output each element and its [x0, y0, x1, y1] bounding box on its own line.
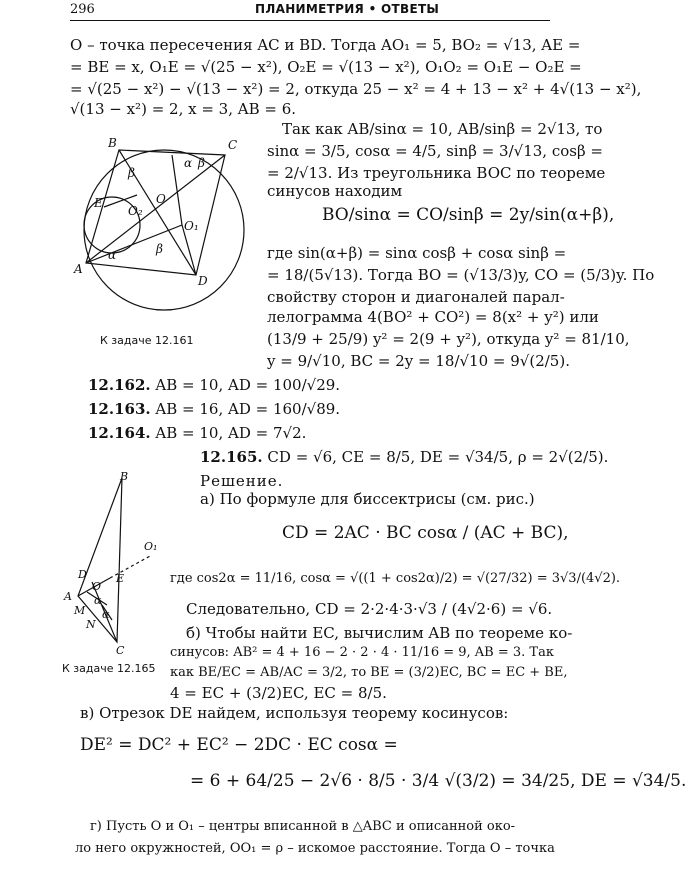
label-O1: O₁ — [144, 540, 158, 553]
answer-text: AB = 10, AD = 100/√29. — [155, 376, 341, 394]
label-beta-1: β — [128, 166, 135, 180]
text-line: = 18/(5√13). Тогда BO = (√13/3)y, CO = (5/3)y. По — [267, 266, 655, 284]
text-line: свойству сторон и диагоналей парал- — [267, 288, 565, 306]
solution-heading: Решение. — [200, 472, 284, 490]
formula: CD = 2AC · BC cosα / (AC + BC), — [282, 523, 569, 543]
answer-text: CD = √6, CE = 8/5, DE = √34/5, ρ = 2√(2/5). — [267, 448, 609, 466]
figure-caption: К задаче 12.161 — [100, 334, 194, 347]
text-line: синусов находим — [267, 182, 403, 200]
text-line: ло него окружностей, OO₁ = ρ – искомое расстояние. Тогда O – точка — [75, 841, 555, 856]
label-E: E — [94, 196, 103, 210]
text-line: O – точка пересечения AC и BD. Тогда AO₁ = 5, BO₂ = √13, AE = — [70, 36, 581, 54]
figure-caption: К задаче 12.165 — [62, 662, 156, 675]
page-number: 296 — [70, 2, 95, 17]
answer-text: AB = 10, AD = 7√2. — [155, 424, 307, 442]
text-line: = 2/√13. Из треугольника BOC по теореме — [267, 164, 606, 182]
label-O2: O₂ — [128, 204, 143, 218]
label-O: O — [92, 580, 102, 593]
label-C: C — [228, 138, 238, 152]
text-line: где sin(α+β) = sinα cosβ + cosα sinβ = — [267, 244, 567, 262]
text-line: y = 9/√10, BC = 2y = 18/√10 = 9√(2/5). — [267, 352, 570, 370]
label-alpha-2: α — [102, 608, 110, 621]
answer-12-162 — [88, 376, 340, 394]
text-line: синусов: AB² = 4 + 16 − 2 · 2 · 4 · 11/16 = 9, AB = 3. Так — [170, 645, 554, 660]
text-line: где cos2α = 11/16, cosα = √((1 + cos2α)/2) = √(27/32) = 3√3/(4√2). — [170, 571, 621, 586]
label-alpha-2: α — [108, 248, 117, 262]
answer-12-164 — [88, 424, 306, 442]
text-line: лелограмма 4(BO² + CO²) = 8(x² + y²) или — [267, 308, 599, 326]
label-B: B — [120, 470, 129, 483]
label-O: O — [156, 192, 166, 206]
label-beta-2: β — [198, 156, 205, 170]
text-line: (13/9 + 25/9) y² = 2(9 + y²), откуда y² = 81/10, — [267, 330, 630, 348]
answer-number: 12.163. — [88, 400, 151, 418]
header-rule — [70, 20, 550, 21]
label-A: A — [64, 590, 72, 603]
text-line: = √(25 − x²) − √(13 − x²) = 2, откуда 25 − x² = 4 + 13 − x² + 4√(13 − x²), — [70, 80, 642, 98]
text-line: √(13 − x²) = 2, x = 3, AB = 6. — [70, 100, 297, 118]
answer-number: 12.162. — [88, 376, 151, 394]
triangle-ABC — [78, 478, 125, 642]
formula: = 6 + 64/25 − 2√6 · 8/5 · 3/4 √(3/2) = 34/25, DE = √34/5. — [190, 771, 686, 791]
answer-12-163 — [88, 400, 340, 418]
label-alpha-1: α — [184, 156, 193, 170]
text-line: sinα = 3/5, cosα = 4/5, sinβ = 3/√13, cosβ = — [267, 142, 603, 160]
text-line: б) Чтобы найти EC, вычислим AB по теореме ко- — [186, 624, 573, 642]
answer-number: 12.165. — [200, 448, 263, 466]
text-line: как BE/EC = AB/AC = 3/2, то BE = (3/2)EC, BC = EC + BE, — [170, 665, 568, 680]
text-line: г) Пусть O и O₁ – центры вписанной в △ABC и описанной око- — [90, 819, 516, 834]
segment-AO1 — [86, 225, 182, 263]
figure-12-161 — [72, 125, 262, 335]
label-N: N — [86, 618, 96, 631]
text-line: 4 = EC + (3/2)EC, EC = 8/5. — [170, 684, 387, 702]
text-line: Так как AB/sinα = 10, AB/sinβ = 2√13, то — [282, 120, 603, 138]
text-line: а) По формуле для биссектрисы (см. рис.) — [200, 490, 535, 508]
figure-12-165 — [62, 470, 172, 657]
triangle-bisector-diagram — [62, 470, 172, 657]
label-B: B — [108, 136, 117, 150]
answer-text: AB = 16, AD = 160/√89. — [155, 400, 341, 418]
label-D: D — [198, 274, 208, 288]
text-line: Следовательно, CD = 2·2·4·3·√3 / (4√2·6) = √6. — [186, 600, 553, 618]
label-O1: O₁ — [184, 219, 199, 233]
label-D: D — [78, 568, 87, 581]
answer-12-165 — [200, 448, 608, 466]
answer-number: 12.164. — [88, 424, 151, 442]
label-A: A — [74, 262, 83, 276]
label-M: M — [74, 604, 86, 617]
label-E: E — [116, 572, 125, 585]
text-line: = BE = x, O₁E = √(25 − x²), O₂E = √(13 − x²), O₁O₂ = O₁E − O₂E = — [70, 58, 582, 76]
label-C: C — [116, 644, 125, 657]
formula: BO/sinα = CO/sinβ = 2y/sin(α+β), — [322, 205, 615, 225]
formula: DE² = DC² + EC² − 2DC · EC cosα = — [80, 735, 398, 755]
running-title: ПЛАНИМЕТРИЯ • ОТВЕТЫ — [255, 2, 440, 16]
label-beta-3: β — [156, 242, 163, 256]
circle-quadrilateral-diagram — [72, 125, 262, 335]
label-alpha-1: α — [94, 594, 102, 607]
text-line: в) Отрезок DE найдем, используя теорему косинусов: — [80, 704, 509, 722]
